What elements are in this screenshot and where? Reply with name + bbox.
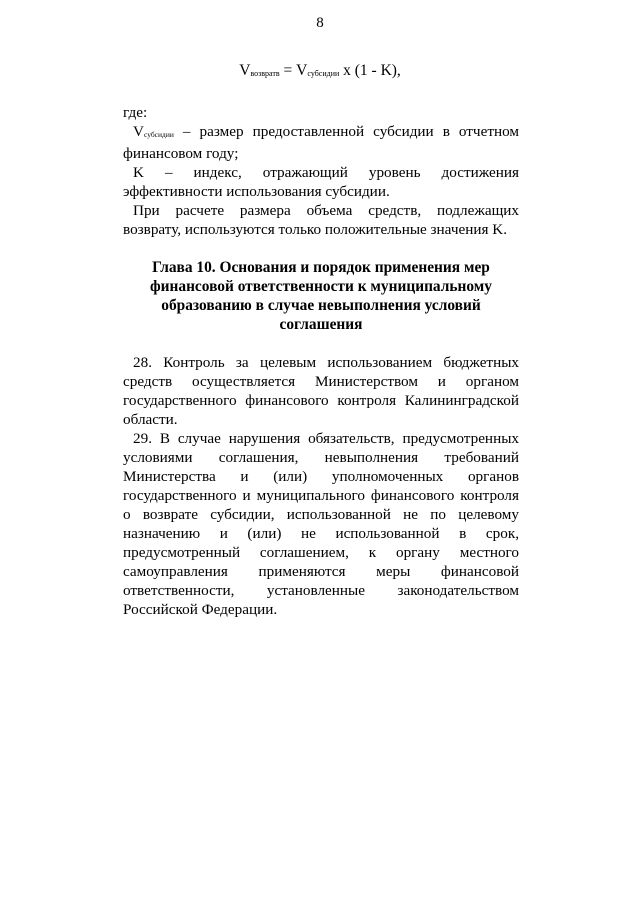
paragraph-28: 28. Контроль за целевым использованием бюджетных средств осуществляется Министерством и органом государственного финансового контроля Калининградской области. (123, 354, 519, 428)
chapter-heading: Глава 10. Основания и порядок применения мер финансовой ответственности к муниципальному образованию в случае невыполнения условий соглашения (149, 259, 492, 333)
definition-k: K – индекс, отражающий уровень достижения эффективности использования субсидии. (123, 164, 519, 200)
formula-equals: = (279, 62, 297, 79)
formula-v1: V (239, 62, 251, 79)
positive-values-note: При расчете размера объема средств, подлежащих возврату, используются только положительные значения K. (123, 202, 519, 238)
definition-v (123, 122, 519, 163)
formula-v2: V (296, 62, 308, 79)
paragraph-29: 29. В случае нарушения обязательств, предусмотренных условиями соглашения, невыполнения требований Министерства и (или) уполномоченных органов государственного и муниципального финансового контроля о возврате субсидии, использованной не по целевому назначению и (или) не использованной в срок, предусмотренный соглашением, к органу местного самоуправления применяются меры финансовой ответственности, установленные законодательством Российской Федерации. (123, 430, 519, 618)
definition-v-text: – размер предоставленной субсидии в отчетном финансовом году; (123, 123, 519, 162)
formula-sub1: возвратв (250, 69, 280, 78)
formula-rest: x (1 - K), (339, 62, 401, 79)
definition-v-symbol: V (133, 123, 144, 140)
formula (0, 62, 640, 80)
page-number: 8 (316, 15, 324, 31)
definition-v-sub: субсидии (143, 130, 174, 139)
document-body (123, 103, 519, 619)
formula-sub2: субсидии (307, 69, 340, 78)
where-label: где: (123, 104, 148, 121)
